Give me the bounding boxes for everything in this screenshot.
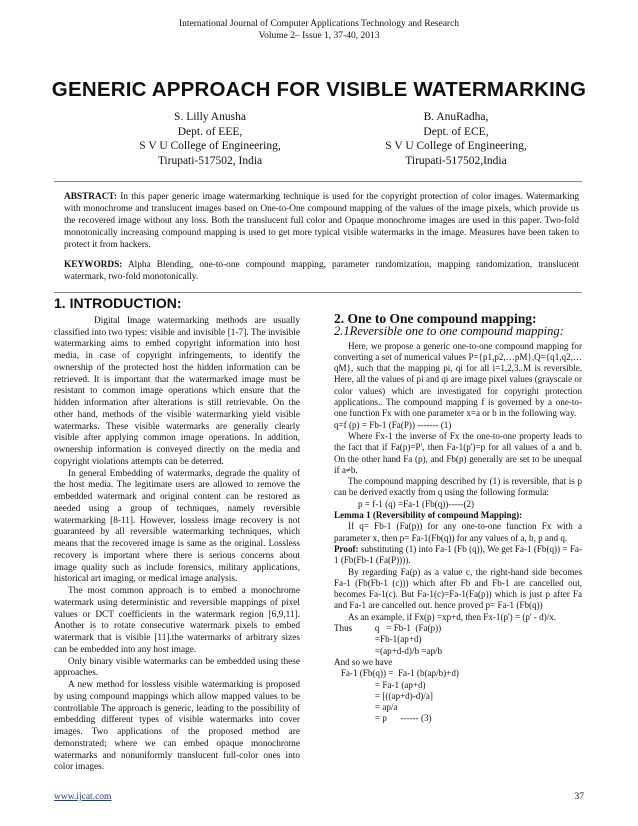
body-paragraph: By regarding Fa(p) as a value c, the right-hand side becomes Fa-1 (Fb(Fb-1 (c))) which after Fb and Fb-1 are cancelled out, becomes Fa-1(c). But Fa-1(c)=Fa-1(Fa(p)) which is just p after Fa and Fa-1 are cancelled out. hence proved p= Fa-1 (Fb(q))	[334, 566, 582, 611]
paper-title: GENERIC APPROACH FOR VISIBLE WATERMARKING	[51, 78, 587, 101]
math-line: = ap/a	[334, 702, 398, 713]
body-paragraph: As an example, if Fx(p) =xp+d, then Fx-1(p') = (p' - d)/x.	[348, 611, 557, 622]
author-college: S V U College of Engineering,	[139, 140, 281, 152]
proof-label: Proof:	[334, 543, 359, 554]
page-footer	[54, 792, 584, 802]
lemma-statement: If q= Fb-1 (Fa(p)) for any one-to-one function Fx with a parameter x, then p= Fa-1(Fb(q)) for any values of a, b, p and q.	[334, 521, 582, 543]
math-line: = p ------ (3)	[334, 713, 432, 724]
body-paragraph: Here, we propose a generic one-to-one compound mapping for converting a set of numerical values P={p1,p2,…pM},Q={q1,q2,…qM}, such that the mapping pi, qi for all i=1,2,3..M is reversible. Here, all the values of pi and qi are image pixel values (grayscale or color values) which are investigated for copyright protection applications.. The compound mapping f is governed by a one-to-one function Fx with one parameter x=a or b in the following way.	[334, 340, 582, 419]
body-paragraph: Where Fx-1 the inverse of Fx the one-to-one property leads to the fact that if Fa(p)=P', then Fa-1(p')=p for all values of a and b. On the other hand Fa (p), and Fb(p) generally are set to be unequal if a≠b.	[334, 430, 582, 475]
author-place: Tirupati-517502, India	[157, 154, 263, 167]
right-column	[334, 313, 582, 725]
journal-url-link[interactable]: www.ijcat.com	[54, 792, 112, 802]
abstract-box	[54, 181, 582, 293]
author-dept: Dept. of ECE,	[423, 125, 489, 138]
intro-paragraph: A new method for lossless visible watermarking is proposed by using compound mappings which allow mapped values to be controllable The approach is generic, leading to the possibility of embedding different types of visible watermarks into cover images. Two applications of the proposed method are demonstrated; where we can embed opaque monochrome watermarks and nonuniformly translucent full-color ones into color images.	[54, 680, 300, 773]
section-heading-compound-mapping: 2. One to One compound mapping:	[334, 311, 537, 326]
math-derivation	[334, 623, 582, 725]
author-name: B. AnuRadha,	[423, 111, 489, 123]
body-paragraph: The compound mapping described by (1) is reversible, that is p can be derived exactly from q using the following formula:	[334, 476, 582, 498]
keywords-label: KEYWORDS:	[64, 260, 123, 270]
keywords-text: Alpha Blending, one-to-one compound mapping, parameter randomization, mapping randomization, translucent watermark, two-fold monotonically.	[64, 260, 579, 282]
abstract	[64, 191, 579, 251]
page-number: 37	[574, 792, 584, 802]
author-name: S. Lilly Anusha	[174, 111, 246, 123]
author-block-2	[346, 110, 566, 168]
journal-name: International Journal of Computer Applications Technology and Research	[178, 19, 460, 29]
math-line: Fa-1 (Fb(q)) = Fa-1 (b(ap/b)+d)	[334, 668, 459, 679]
abstract-label: ABSTRACT:	[64, 192, 118, 202]
left-column	[54, 295, 300, 774]
math-line: =(ap+d-d)/b =ap/b	[334, 645, 443, 656]
math-line: And so we have	[334, 656, 393, 667]
proof-text: substituting (1) into Fa-1 (Fb (q)), We get Fa-1 (Fb(q)) = Fa-1 (Fb(Fb-1 (Fa(P)))).	[334, 543, 582, 566]
math-line: = Fa-1 (ap+d)	[334, 679, 426, 690]
math-line: =Fb-1(ap+d)	[334, 634, 422, 645]
author-place: Tirupati-517502,India	[405, 154, 507, 167]
equation-1: q=f (p) = Fb-1 (Fa(P)) ------- (1)	[334, 419, 452, 430]
intro-paragraph: The most common approach is to embed a monochrome watermark using deterministic and reversible mappings of pixel values or DCT coefficients in the watermark region [6,9,11]. Another is to rotate consecutive watermark pixels to embed watermark that is visible [11].the watermarks of arbitrary sizes can be embedded into any host image.	[54, 586, 300, 655]
equation-2: p = f-1 (q) =Fa-1 (Fb(q))-----(2)	[358, 498, 475, 509]
journal-volume: Volume 2– Issue 1, 37-40, 2013	[258, 31, 380, 41]
lemma-heading: Lemma 1 (Reversibility of compound Mapping):	[334, 510, 523, 521]
intro-paragraph: Digital Image watermarking methods are usually classified into two types: visible and invisible [1-7]. The invisible watermarking aims to embed copyright information into host media, in case of copyright infringements, to identify the ownership of the protected host the hidden information can be retrieved. It is important that the watermarked image must be resistant to common image operations which ensure that the hidden information after alterations is still retrievable. On the other hand, methods of the visible watermarking yield visible watermarks. These visible watermarks are generally clearly visible after applying common image operations. In addition, ownership information is conveyed directly on the media and copyright violations attempts can be deterred.	[54, 315, 300, 467]
subsection-heading: 2.1Reversible one to one compound mapping:	[334, 324, 564, 339]
proof	[334, 544, 582, 567]
journal-header	[0, 18, 638, 42]
intro-paragraph: Only binary visible watermarks can be embedded using these approaches.	[54, 656, 300, 679]
math-line: Thus q = Fb-1 (Fa(p))	[334, 623, 442, 634]
abstract-text: In this paper generic image watermarking technique is used for the copyright protection of color images. Watermarking with monochrome and translucent images based on One-to-One compound mapping of the values of the image pixels, which provide us the recovered image without any loss. Both the translucent full color and Opaque monochrome images are used in this paper. Two-fold monotonically increasing compound mapping is used to get more typical visible watermarks in the image. Measures have been taken to protect it from hackers.	[64, 192, 579, 250]
math-line: = [((ap+d)-d)/a]	[334, 690, 433, 701]
intro-paragraph: In general Embedding of watermarks, degrade the quality of the host media. The legitimate users are allowed to remove the embedded watermark and original content can be restored as needed using a group of techniques, namely reversible watermarking [8-11]. However, lossless image recovery is not guaranteed by all reversible watermarking techniques, which means that the recovered image is same as the original. Lossless recovery is important where there is serious concerns about image quality such as include forensics, military applications, historical art imaging, or medical image analysis.	[54, 468, 300, 585]
section-heading-introduction: 1. INTRODUCTION:	[54, 295, 182, 311]
author-block-1	[100, 110, 320, 168]
keywords	[64, 259, 579, 283]
author-dept: Dept. of EEE,	[177, 125, 243, 138]
author-college: S V U College of Engineering,	[385, 140, 527, 152]
